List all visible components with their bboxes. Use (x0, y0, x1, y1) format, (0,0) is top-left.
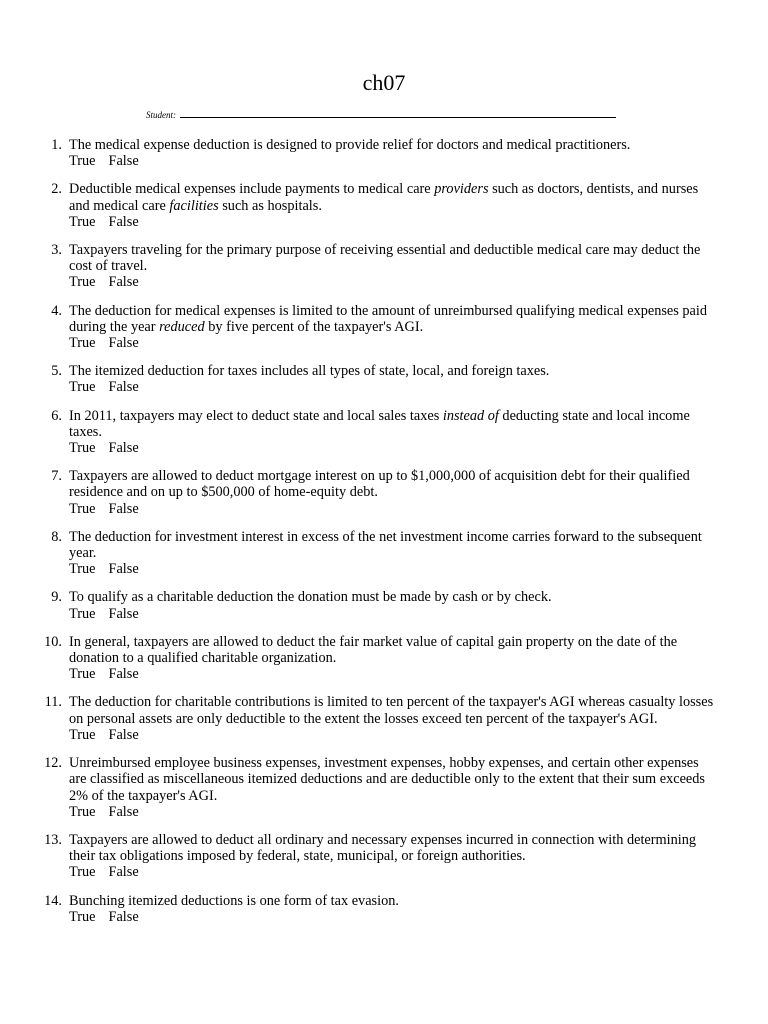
question-item (0, 137, 768, 169)
false-option: False (108, 440, 139, 457)
answer-options (69, 666, 719, 682)
question-number: 9. (51, 589, 62, 606)
question-body (69, 694, 719, 743)
false-option: False (108, 379, 139, 396)
question-text (69, 694, 719, 726)
question-text-segment: The medical expense deduction is designed to provide relief for doctors and medical practitioners. (69, 137, 631, 153)
answer-options (69, 606, 719, 622)
question-number: 7. (51, 468, 62, 485)
true-option: True (69, 335, 96, 352)
question-number: 14. (44, 892, 62, 909)
question-item (0, 363, 768, 395)
question-number: 8. (51, 528, 62, 545)
true-option: True (69, 440, 96, 457)
true-option: True (69, 803, 96, 820)
question-text (69, 303, 719, 335)
question-text (69, 408, 719, 440)
question-item (0, 634, 768, 683)
question-item (0, 694, 768, 743)
false-option: False (108, 500, 139, 517)
true-option: True (69, 213, 96, 230)
page-title: ch07 (362, 70, 406, 95)
question-text-emphasis: providers (434, 181, 489, 198)
true-option: True (69, 864, 96, 881)
true-option: True (69, 605, 96, 622)
question-body (69, 832, 719, 881)
question-text-segment: The deduction for charitable contributions is limited to ten percent of the taxpayer's AGI whereas casualty losses on personal assets are only deductible to the extent the losses exceed ten percent of the taxpayer's AGI. (69, 694, 714, 727)
answer-options (69, 274, 719, 290)
true-option: True (69, 153, 96, 170)
question-text-segment: To qualify as a charitable deduction the donation must be made by cash or by check. (69, 589, 552, 606)
false-option: False (108, 213, 139, 230)
question-number: 10. (44, 633, 62, 650)
answer-options (69, 153, 719, 169)
question-text (69, 755, 719, 804)
question-item (0, 181, 768, 230)
answer-options (69, 501, 719, 517)
true-option: True (69, 561, 96, 578)
question-text-segment: Taxpayers traveling for the primary purpose of receiving essential and deductible medical care may deduct the cost of travel. (69, 242, 701, 275)
question-body (69, 408, 719, 457)
question-number: 1. (51, 137, 62, 153)
question-item (0, 755, 768, 820)
true-option: True (69, 274, 96, 291)
answer-options (69, 727, 719, 743)
answer-options (69, 909, 719, 925)
question-text (69, 893, 719, 909)
question-item (0, 468, 768, 517)
question-text-segment: such as hospitals. (218, 197, 322, 214)
false-option: False (108, 274, 139, 291)
question-number: 3. (51, 242, 62, 259)
question-text (69, 634, 719, 666)
question-text (69, 181, 719, 213)
question-text (69, 529, 719, 561)
question-number: 4. (51, 302, 62, 319)
false-option: False (108, 726, 139, 743)
question-text-segment: Taxpayers are allowed to deduct all ordinary and necessary expenses incurred in connection with determining their tax obligations imposed by federal, state, municipal, or foreign authorities. (69, 831, 697, 865)
true-option: True (69, 666, 96, 683)
question-text (69, 832, 719, 864)
question-text-emphasis: facilities (169, 197, 219, 214)
question-text-segment: The itemized deduction for taxes includes all types of state, local, and foreign taxes. (69, 363, 550, 380)
question-text (69, 242, 719, 274)
question-number: 5. (51, 363, 62, 380)
question-text-segment: Taxpayers are allowed to deduct mortgage interest on up to $1,000,000 of acquisition debt for their qualified residence and on up to $500,000 of home-equity debt. (69, 468, 690, 501)
true-option: True (69, 908, 96, 925)
question-body (69, 181, 719, 230)
question-text-segment: The deduction for investment interest in excess of the net investment income carries forward to the subsequent year. (69, 528, 702, 562)
true-option: True (69, 500, 96, 517)
answer-options (69, 804, 719, 820)
question-body (69, 137, 719, 169)
false-option: False (108, 153, 139, 170)
question-text-segment: by five percent of the taxpayer's AGI. (204, 318, 424, 335)
answer-options (69, 379, 719, 395)
question-body (69, 529, 719, 578)
question-body (69, 468, 719, 517)
question-number: 2. (51, 181, 62, 198)
answer-options (69, 335, 719, 351)
question-item (0, 303, 768, 352)
question-text-emphasis: reduced (159, 318, 205, 335)
question-item (0, 408, 768, 457)
false-option: False (108, 908, 139, 925)
question-text-segment: Bunching itemized deductions is one form of tax evasion. (69, 892, 399, 909)
question-item (0, 893, 768, 925)
question-list (0, 137, 768, 937)
question-text-segment: The deduction for medical expenses is limited to the amount of unreimbursed qualifying medical expenses paid during the year (69, 302, 708, 335)
question-item (0, 589, 768, 621)
question-text (69, 137, 719, 153)
question-text-segment: In general, taxpayers are allowed to deduct the fair market value of capital gain property on the date of the donation to a qualified charitable organization. (69, 633, 678, 667)
student-row (146, 110, 616, 120)
question-number: 6. (51, 407, 62, 424)
student-name-line (180, 117, 616, 118)
question-text (69, 363, 719, 379)
student-label: Student: (146, 110, 176, 120)
false-option: False (108, 561, 139, 578)
answer-options (69, 214, 719, 230)
question-body (69, 303, 719, 352)
false-option: False (108, 803, 139, 820)
question-number: 12. (44, 755, 62, 772)
false-option: False (108, 605, 139, 622)
question-text-segment: Deductible medical expenses include payments to medical care (69, 181, 435, 198)
question-number: 11. (44, 694, 62, 711)
question-number: 13. (44, 831, 62, 848)
question-text-segment: Unreimbursed employee business expenses, investment expenses, hobby expenses, and certain other expenses are classified as miscellaneous itemized deductions and are deductible only to the extent that their sum exceeds 2% of the taxpayer's AGI. (69, 755, 705, 804)
question-text-segment: In 2011, taxpayers may elect to deduct state and local sales taxes (69, 407, 443, 424)
question-body (69, 893, 719, 925)
question-text-segment: deducting state and local income taxes. (69, 407, 690, 440)
question-item (0, 529, 768, 578)
answer-options (69, 561, 719, 577)
question-body (69, 242, 719, 291)
question-text-segment: such as doctors, dentists, and nurses and medical care (69, 181, 699, 214)
question-body (69, 634, 719, 683)
question-body (69, 363, 719, 395)
question-text (69, 589, 719, 605)
true-option: True (69, 379, 96, 396)
answer-options (69, 864, 719, 880)
false-option: False (108, 335, 139, 352)
question-text (69, 468, 719, 500)
answer-options (69, 440, 719, 456)
question-body (69, 755, 719, 820)
question-item (0, 242, 768, 291)
false-option: False (108, 864, 139, 881)
question-item (0, 832, 768, 881)
question-body (69, 589, 719, 621)
false-option: False (108, 666, 139, 683)
question-text-emphasis: instead of (442, 407, 499, 424)
true-option: True (69, 726, 96, 743)
